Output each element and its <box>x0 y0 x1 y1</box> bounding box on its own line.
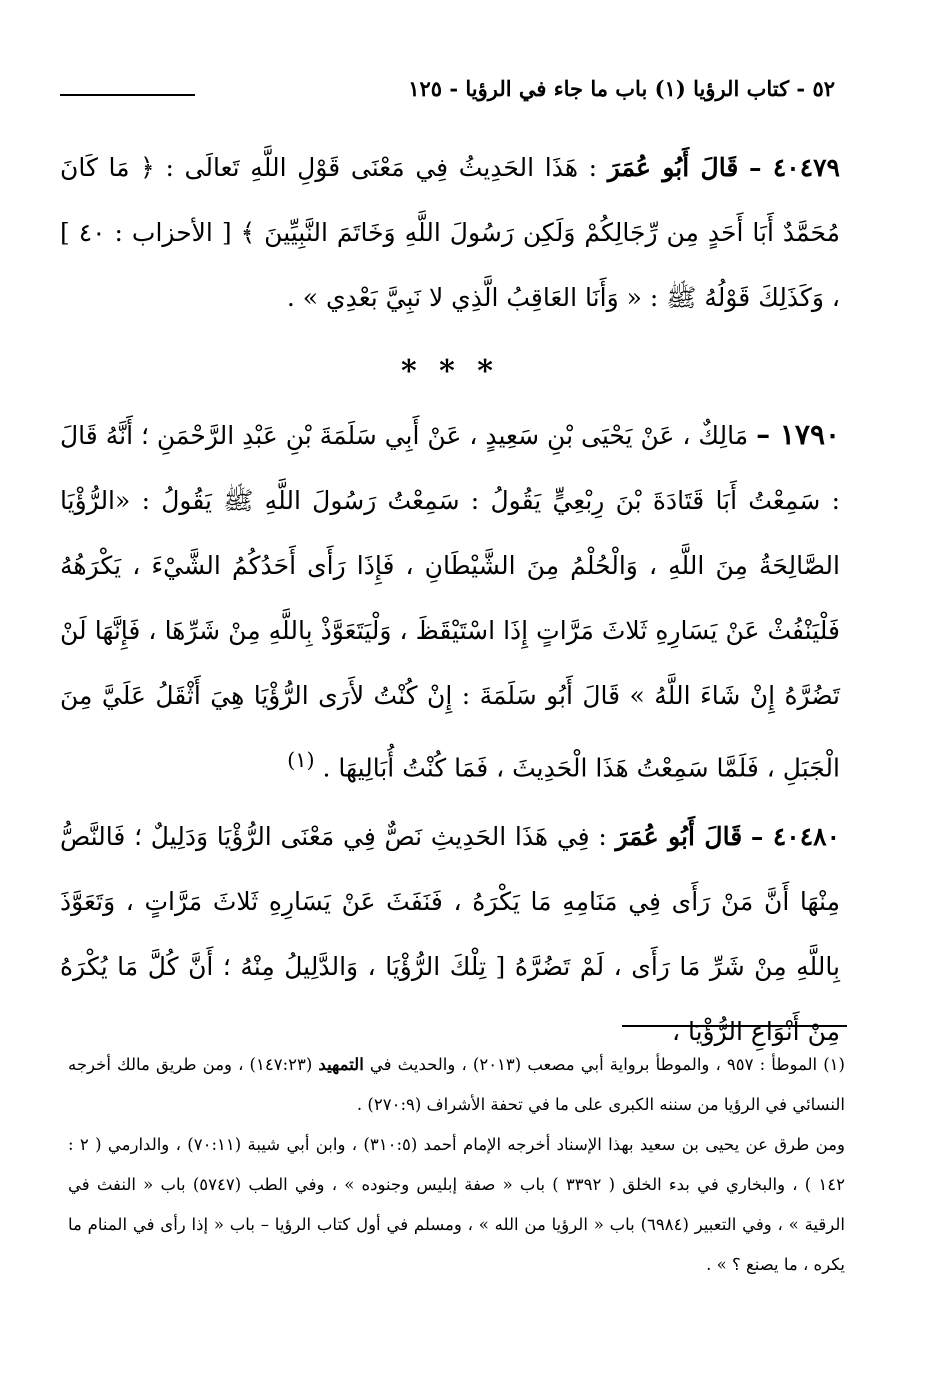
footnote-reference: (١) <box>287 748 315 772</box>
hadith-paragraph <box>60 402 840 800</box>
hadith-number: ١٧٩٠ – <box>756 418 841 451</box>
footnote-text: (١) الموطأ : ٩٥٧ ، والموطأ برواية أبي مصعب (٢٠١٣) ، والحديث في <box>369 1055 845 1074</box>
paragraph-speaker: قَالَ أَبُو عُمَرَ <box>607 153 739 182</box>
paragraph-number: ٤٠٤٧٩ – <box>748 153 840 182</box>
footnote-text: (١٤٧:٢٣) ، ومن طريق مالك أخرجه النسائي في الرؤيا من سننه الكبرى على ما في تحفة الأشراف (٢٧٠:٩) . <box>68 1055 845 1114</box>
paragraph-number: ٤٠٤٨٠ – <box>750 822 840 852</box>
footnotes <box>68 1045 845 1285</box>
paragraph-body: : فِي هَذَا الحَدِيثِ نَصٌّ فِي مَعْنَى الرُّؤْيَا وَدَلِيلٌ ؛ فَالنَّصُّ مِنْهَا أَنَّ مَنْ رَأَى فِي مَنَامِهِ مَا يَكْرَهُ ، فَنَفَثَ عَنْ يَسَارِهِ ثَلاثَ مَرَّاتٍ ، وَتَعَوَّذَ بِاللَّهِ مِنْ شَرِّ مَا رَأَى ، لَمْ تَضُرَّهُ [ تِلْكَ الرُّؤْيَا ، وَالدَّلِيلُ مِنْهُ ؛ أَنَّ كُلَّ مَا يُكْرَهُ مِنْ أَنْوَاعِ الرُّؤْيَا ، <box>60 822 840 1047</box>
footnote-book-title: التمهيد <box>318 1055 364 1074</box>
running-title: ٥٢ - كتاب الرؤيا (١) باب ما جاء في الرؤيا - ١٢٥ <box>408 76 835 101</box>
hadith-body: مَالِكٌ ، عَنْ يَحْيَى بْنِ سَعِيدٍ ، عَنْ أَبِي سَلَمَةَ بْنِ عَبْدِ الرَّحْمَنِ ؛ أَنَّهُ قَالَ : سَمِعْتُ أَبَا قَتَادَةَ بْنَ رِبْعِيٍّ يَقُولُ : سَمِعْتُ رَسُولَ اللَّهِ ﷺ يَقُولُ : «الرُّؤْيَا الصَّالِحَةُ مِنَ اللَّهِ ، وَالْحُلْمُ مِنَ الشَّيْطَانِ ، فَإِذَا رَأَى أَحَدُكُمُ الشَّيْءَ ، يَكْرَهُهُ فَلْيَنْفُثْ عَنْ يَسَارِهِ ثَلاثَ مَرَّاتٍ إِذَا اسْتَيْقَظَ ، وَلْيَتَعَوَّذْ بِاللَّهِ مِنْ شَرِّهَا ، فَإِنَّهَا لَنْ تَضُرَّهُ إِنْ شَاءَ اللَّهُ » قَالَ أَبُو سَلَمَةَ : إِنْ كُنْتُ لأَرَى الرُّؤْيَا هِيَ أَثْقَلُ عَلَيَّ مِنَ الْجَبَلِ ، فَلَمَّا سَمِعْتُ هَذَا الْحَدِيثَ ، فَمَا كُنْتُ أُبَالِيهَا . <box>60 421 840 783</box>
footnote-2: ومن طرق عن يحيى بن سعيد بهذا الإسناد أخرجه الإمام أحمد (٣١٠:٥) ، وابن أبي شيبة (٧٠:١١) ، والدارمي ( ٢ : ١٤٢ ) ، والبخاري في بدء الخلق ( ٣٣٩٢ ) باب « صفة إبليس وجنوده » ، وفي الطب (٥٧٤٧) باب « النفث في الرقية » ، وفي التعبير (٦٩٨٤) باب « الرؤيا من الله » ، ومسلم في أول كتاب الرؤيا – باب « إذا رأى في المنام ما يكره ، ما يصنع ؟ » . <box>68 1135 846 1274</box>
main-text <box>60 135 840 1064</box>
paragraph-body: : هَذَا الحَدِيثُ فِي مَعْنَى قَوْلِ اللَّهِ تَعالَى : ﴿ مَا كَانَ مُحَمَّدٌ أَبَا أَحَدٍ مِن رِّجَالِكُمْ وَلَكِن رَسُولَ اللَّهِ وَخَاتَمَ النَّبِيِّينَ ﴾ [ الأحزاب : ٤٠ ] ، وَكَذَلِكَ قَوْلُهُ ﷺ : « وَأَنَا العَاقِبُ الَّذِي لا نَبِيَّ بَعْدِي » . <box>60 153 840 312</box>
footnote-1 <box>68 1045 845 1125</box>
footnote-rule <box>622 1025 847 1027</box>
section-separator: * * * <box>401 354 499 389</box>
commentary-paragraph-1 <box>60 135 840 330</box>
page-header <box>60 76 835 116</box>
paragraph-speaker: قَالَ أَبُو عُمَرَ <box>615 822 743 852</box>
header-rule <box>60 94 195 96</box>
